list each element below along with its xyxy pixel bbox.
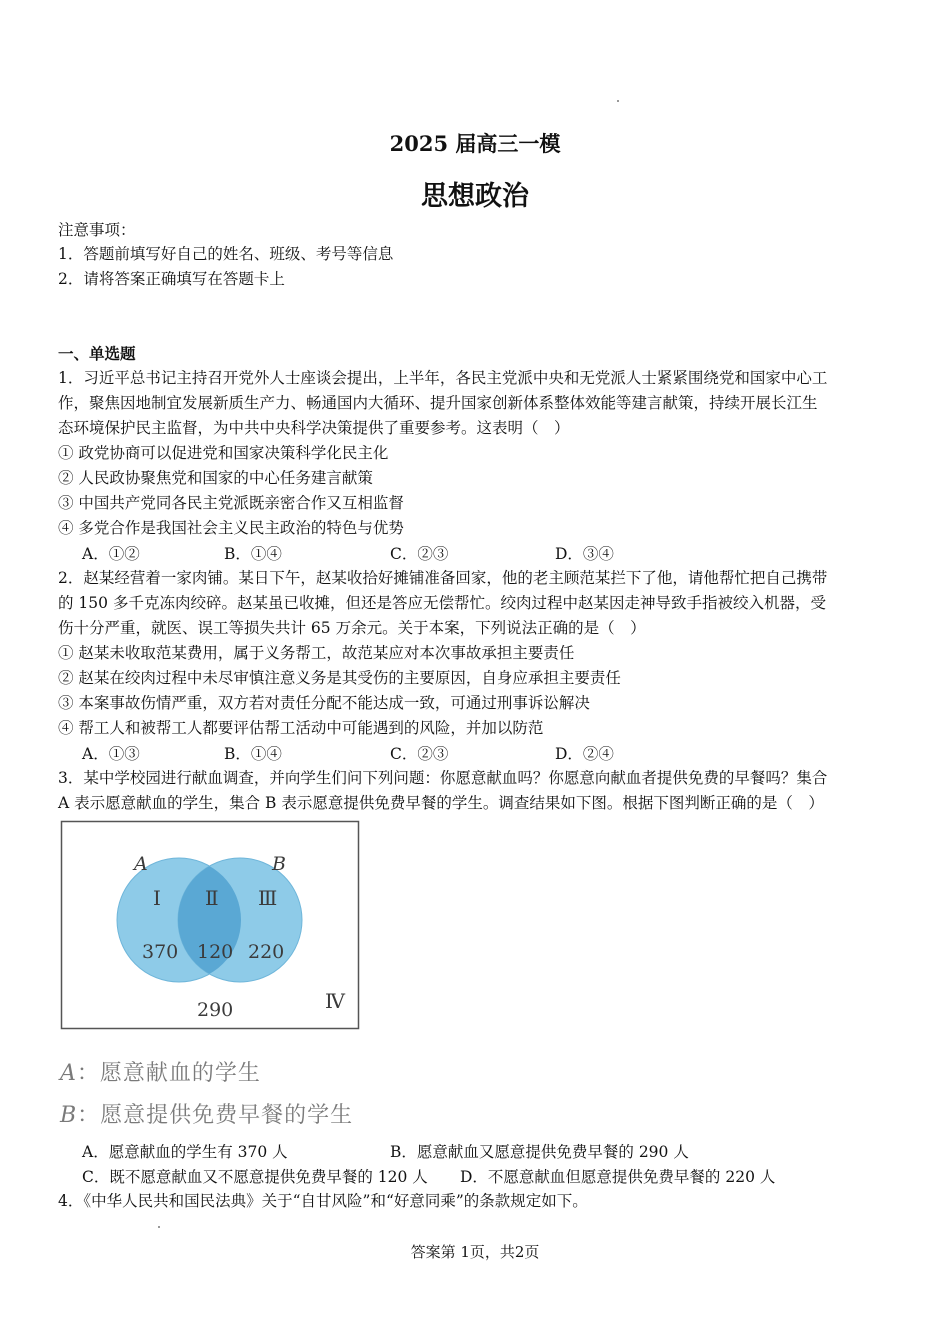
venn-region-4: Ⅳ [325,989,345,1013]
subject-title: 思想政治 [421,181,529,212]
scan-speck [617,100,619,102]
q1-statement: ④ 多党合作是我国社会主义民主政治的特色与优势 [58,519,404,537]
venn-label-b: B [272,853,286,875]
notes-heading: 注意事项： [58,221,136,239]
legend-a-key: A [60,1061,77,1086]
q1-stem: 态环境保护民主监督，为中共中央科学决策提供了重要参考。这表明（ ） [58,419,570,437]
venn-value-1: 370 [142,941,179,963]
note-item: 2．请将答案正确填写在答题卡上 [58,270,285,288]
exam-title: 2025 届高三一模 [389,131,561,156]
legend-b [60,1098,353,1129]
page-footer: 答案第 1页，共2页 [410,1243,540,1261]
q2-option-c[interactable]: C．②③ [390,745,449,763]
venn-label-a: A [134,853,148,875]
legend-b-text: ：愿意提供免费早餐的学生 [77,1103,354,1128]
legend-b-key: B [60,1103,78,1128]
q1-statement: ① 政党协商可以促进党和国家决策科学化民主化 [58,444,389,462]
venn-value-4: 290 [197,999,234,1021]
q1-statement: ② 人民政协聚焦党和国家的中心任务建言献策 [58,469,373,487]
venn-region-3: Ⅲ [258,886,278,910]
venn-region-1: Ⅰ [153,886,161,910]
q2-stem: 伤十分严重，就医、误工等损失共计 65 万余元。关于本案，下列说法正确的是（ ） [58,619,646,637]
q1-option-c[interactable]: C．②③ [390,545,449,563]
q4-stem: 4．《中华人民共和国民法典》关于“自甘风险”和“好意同乘”的条款规定如下。 [58,1192,588,1210]
legend-a [60,1056,261,1087]
section-heading: 一、单选题 [58,344,136,363]
q2-option-d[interactable]: D．②④ [555,745,614,763]
scan-speck [158,1226,160,1228]
q3-option-b[interactable]: B．愿意献血又愿意提供免费早餐的 290 人 [390,1143,689,1161]
q1-option-b[interactable]: B．①④ [224,545,282,563]
q1-statement: ③ 中国共产党同各民主党派既亲密合作又互相监督 [58,494,404,512]
q2-statement: ① 赵某未收取范某费用，属于义务帮工，故范某应对本次事故承担主要责任 [58,644,575,662]
q3-stem: 3．某中学校园进行献血调查，并向学生们问下列问题：你愿意献血吗？你愿意向献血者提供免费的早餐吗？集合 [58,769,828,787]
q2-statement: ② 赵某在绞肉过程中未尽审慎注意义务是其受伤的主要原因，自身应承担主要责任 [58,669,621,687]
venn-region-2: Ⅱ [205,886,219,910]
q2-statement: ④ 帮工人和被帮工人都要评估帮工活动中可能遇到的风险，并加以防范 [58,719,544,737]
note-item: 1．答题前填写好自己的姓名、班级、考号等信息 [58,245,394,263]
q2-stem: 的 150 多千克冻肉绞碎。赵某虽已收摊，但还是答应无偿帮忙。绞肉过程中赵某因走神导致手指被绞入机器，受 [58,594,826,612]
q1-stem: 作，聚焦因地制宜发展新质生产力、畅通国内大循环、提升国家创新体系整体效能等建言献策，持续开展长江生 [58,394,818,412]
q2-option-b[interactable]: B．①④ [224,745,282,763]
legend-a-text: ：愿意献血的学生 [76,1061,261,1086]
q3-option-d[interactable]: D．不愿意献血但愿意提供免费早餐的 220 人 [460,1168,776,1186]
q2-stem: 2．赵某经营着一家肉铺。某日下午，赵某收拾好摊铺准备回家，他的老主顾范某拦下了他，请他帮忙把自己携带 [58,569,828,587]
venn-diagram [60,820,360,1030]
q1-option-a[interactable]: A．①② [82,545,140,563]
q3-stem: A 表示愿意献血的学生，集合 B 表示愿意提供免费早餐的学生。调查结果如下图。根据下图判断正确的是（ ） [58,794,824,812]
venn-value-3: 220 [248,941,285,963]
venn-value-2: 120 [197,941,234,963]
q1-option-d[interactable]: D．③④ [555,545,614,563]
q1-stem: 1．习近平总书记主持召开党外人士座谈会提出，上半年，各民主党派中央和无党派人士紧紧围绕党和国家中心工 [58,369,828,387]
q3-option-a[interactable]: A．愿意献血的学生有 370 人 [82,1143,288,1161]
q2-statement: ③ 本案事故伤情严重，双方若对责任分配不能达成一致，可通过刑事诉讼解决 [58,694,590,712]
q3-option-c[interactable]: C．既不愿意献血又不愿意提供免费早餐的 120 人 [82,1168,428,1186]
q2-option-a[interactable]: A．①③ [82,745,140,763]
